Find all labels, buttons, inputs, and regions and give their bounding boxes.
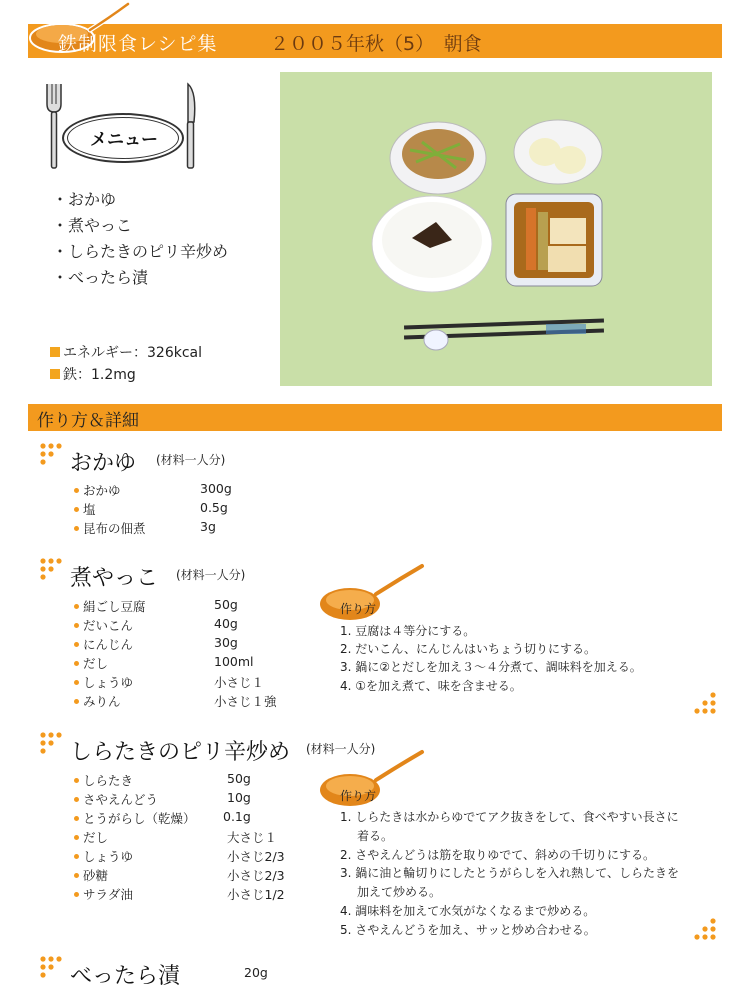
step-line: 3. 鍋に油と輪切りにしたとうがらしを入れ熱して、しらたきを bbox=[340, 866, 680, 880]
recipe-title-bettara: べったら漬 bbox=[70, 964, 181, 989]
ingredient-name: しょうゆ bbox=[74, 673, 133, 691]
dots-corner-icon bbox=[692, 692, 716, 716]
ingredient-amount: 20g bbox=[244, 965, 268, 980]
ingredient-name: だし bbox=[74, 654, 108, 672]
dots-corner-icon bbox=[692, 918, 716, 942]
ingredient-name: にんじん bbox=[74, 635, 133, 653]
step-line: 着る。 bbox=[357, 829, 394, 843]
menu-label: メニュー bbox=[90, 130, 158, 150]
recipe-note-niyakko: (材料一人分) bbox=[176, 568, 246, 582]
menu-item-shirataki: ・しらたきのピリ辛炒め bbox=[52, 242, 229, 261]
ingredient-amount: 30g bbox=[214, 635, 238, 650]
ingredient-amount: 小さじ１強 bbox=[214, 694, 277, 709]
ingredient-name: さやえんどう bbox=[74, 790, 158, 808]
header-subtitle: ２００５年秋（5） 朝食 bbox=[270, 33, 482, 55]
dots-icon bbox=[40, 558, 64, 582]
step-line: 2. だいこん、にんじんはいちょう切りにする。 bbox=[340, 642, 596, 656]
ingredient-amount: 50g bbox=[214, 597, 238, 612]
ingredient-amount: 小さじ1/2 bbox=[227, 887, 285, 902]
ingredient-name: とうがらし（乾燥） bbox=[74, 809, 196, 827]
ingredient-amount: 大さじ１ bbox=[227, 830, 278, 845]
section-title: 作り方＆詳細 bbox=[37, 411, 139, 431]
ingredient-amount: 0.5g bbox=[200, 500, 228, 515]
fork-icon bbox=[44, 82, 64, 170]
ingredient-name: 絹ごし豆腐 bbox=[74, 597, 146, 615]
dots-icon bbox=[40, 956, 64, 980]
recipe-note-okayu: (材料一人分) bbox=[156, 453, 226, 467]
ingredient-name: みりん bbox=[74, 692, 121, 710]
meal-photo bbox=[280, 72, 712, 386]
ingredient-amount: 小さじ2/3 bbox=[227, 868, 285, 883]
menu-item-bettara: ・べったら漬 bbox=[52, 268, 149, 287]
ingredient-name: だいこん bbox=[74, 616, 133, 634]
ingredient-name: だし bbox=[74, 828, 108, 846]
ingredient-name: しょうゆ bbox=[74, 847, 133, 865]
ingredient-name: 塩 bbox=[74, 500, 96, 518]
ingredient-name: 砂糖 bbox=[74, 866, 108, 884]
bullet-square-icon bbox=[50, 347, 60, 357]
nutrition-energy bbox=[50, 342, 202, 362]
dots-icon bbox=[40, 732, 64, 756]
method-label-shirataki: 作り方 bbox=[340, 789, 377, 803]
recipe-title-okayu: おかゆ bbox=[70, 451, 137, 476]
dots-icon bbox=[40, 443, 64, 467]
recipe-title-shirataki: しらたきのピリ辛炒め bbox=[70, 740, 291, 765]
step-line: 1. 豆腐は４等分にする。 bbox=[340, 624, 476, 638]
ingredient-amount: 100ml bbox=[214, 654, 254, 669]
menu-item-okayu: ・おかゆ bbox=[52, 190, 117, 209]
ingredient-name: サラダ油 bbox=[74, 885, 133, 903]
nutrition-energy-text: エネルギー：326kcal bbox=[63, 345, 202, 361]
ingredient-amount: 小さじ2/3 bbox=[227, 849, 285, 864]
header-title: 鉄制限食レシピ集 bbox=[58, 33, 218, 55]
ingredient-amount: 0.1g bbox=[223, 809, 251, 824]
step-line: 4. 調味料を加えて水気がなくなるまで炒める。 bbox=[340, 904, 596, 918]
ingredient-amount: 50g bbox=[227, 771, 251, 786]
ingredient-name: 昆布の佃煮 bbox=[74, 519, 146, 537]
step-line: 2. さやえんどうは筋を取りゆでて、斜めの千切りにする。 bbox=[340, 848, 656, 862]
knife-icon bbox=[183, 82, 199, 170]
nutrition-iron-text: 鉄：1.2mg bbox=[63, 367, 136, 383]
bullet-square-icon bbox=[50, 369, 60, 379]
ingredient-amount: 40g bbox=[214, 616, 238, 631]
nutrition-iron bbox=[50, 364, 136, 384]
step-line: 5. さやえんどうを加え、サッと炒め合わせる。 bbox=[340, 923, 596, 937]
step-line: 加えて炒める。 bbox=[357, 885, 442, 899]
step-line: 4. ①を加え煮て、味を含ませる。 bbox=[340, 679, 522, 693]
method-label-niyakko: 作り方 bbox=[340, 602, 377, 616]
meal-photo-illustration bbox=[280, 72, 712, 386]
recipe-title-niyakko: 煮やっこ bbox=[70, 566, 159, 591]
ingredient-amount: 300g bbox=[200, 481, 232, 496]
ingredient-amount: 10g bbox=[227, 790, 251, 805]
ingredient-amount: 3g bbox=[200, 519, 216, 534]
step-line: 1. しらたきは水からゆでてアク抜きをして、食べやすい長さに bbox=[340, 810, 679, 824]
step-line: 3. 鍋に②とだしを加え３〜４分煮て、調味料を加える。 bbox=[340, 660, 642, 674]
recipe-note-shirataki: (材料一人分) bbox=[306, 742, 376, 756]
menu-item-niyakko: ・煮やっこ bbox=[52, 216, 133, 235]
ingredient-amount: 小さじ１ bbox=[214, 675, 265, 690]
ingredient-name: おかゆ bbox=[74, 481, 121, 499]
ingredient-name: しらたき bbox=[74, 771, 133, 789]
